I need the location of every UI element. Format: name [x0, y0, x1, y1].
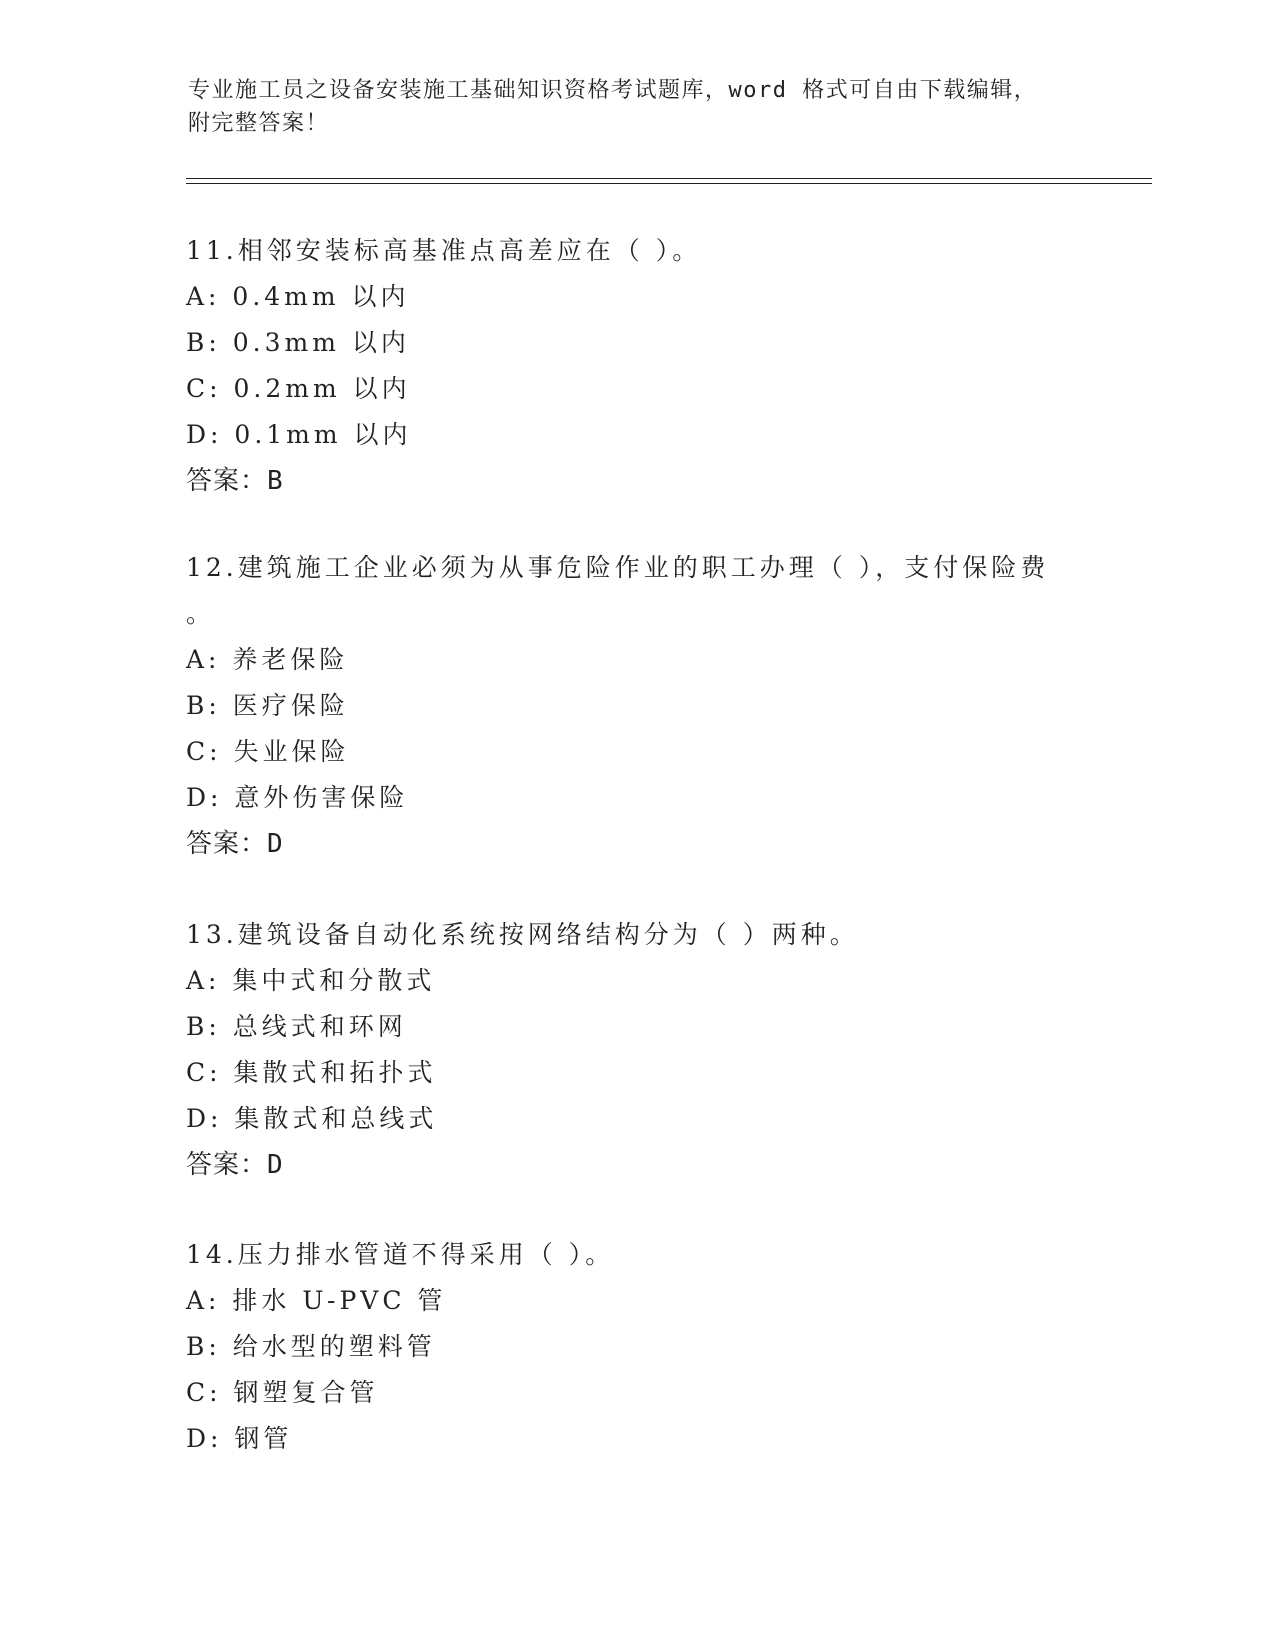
- question-stem: 13.建筑设备自动化系统按网络结构分为（ ）两种。: [186, 920, 859, 949]
- question-11: [186, 228, 1086, 504]
- option-c: C: 钢塑复合管: [186, 1378, 379, 1407]
- option-b: B: 给水型的塑料管: [186, 1332, 436, 1361]
- question-stem: 14.压力排水管道不得采用（ ）。: [186, 1240, 615, 1269]
- answer-line: 答案：B: [186, 466, 284, 496]
- option-a: A: 集中式和分散式: [186, 966, 436, 995]
- question-stem: 12.建筑施工企业必须为从事危险作业的职工办理（ ），支付保险费: [186, 553, 1050, 582]
- option-d: D: 钢管: [186, 1424, 293, 1453]
- option-d: D: 集散式和总线式: [186, 1104, 438, 1133]
- option-c: C: 失业保险: [186, 737, 350, 766]
- question-12: [186, 545, 1086, 867]
- option-b: B: 0.3mm 以内: [186, 328, 410, 357]
- option-b: B: 医疗保险: [186, 691, 349, 720]
- option-c: C: 0.2mm 以内: [186, 374, 411, 403]
- question-14: [186, 1232, 1086, 1462]
- option-c: C: 集散式和拓扑式: [186, 1058, 437, 1087]
- answer-line: 答案：D: [186, 1150, 284, 1180]
- question-stem-tail: 。: [186, 599, 216, 628]
- question-stem: 11.相邻安装标高基准点高差应在（ ）。: [186, 236, 702, 265]
- header-line-2: 附完整答案！: [188, 111, 330, 136]
- option-a: A: 养老保险: [186, 645, 349, 674]
- option-d: D: 0.1mm 以内: [186, 420, 412, 449]
- answer-line: 答案：D: [186, 829, 284, 859]
- header-divider-bottom: [186, 183, 1152, 184]
- option-a: A: 0.4mm 以内: [186, 282, 410, 311]
- option-a: A: 排水 U-PVC 管: [186, 1286, 447, 1315]
- option-b: B: 总线式和环网: [186, 1012, 407, 1041]
- header-line-1: 专业施工员之设备安装施工基础知识资格考试题库，word 格式可自由下载编辑，: [188, 78, 1038, 103]
- header-divider-top: [186, 178, 1152, 179]
- document-header: [188, 74, 1148, 140]
- question-13: [186, 912, 1086, 1188]
- option-d: D: 意外伤害保险: [186, 783, 409, 812]
